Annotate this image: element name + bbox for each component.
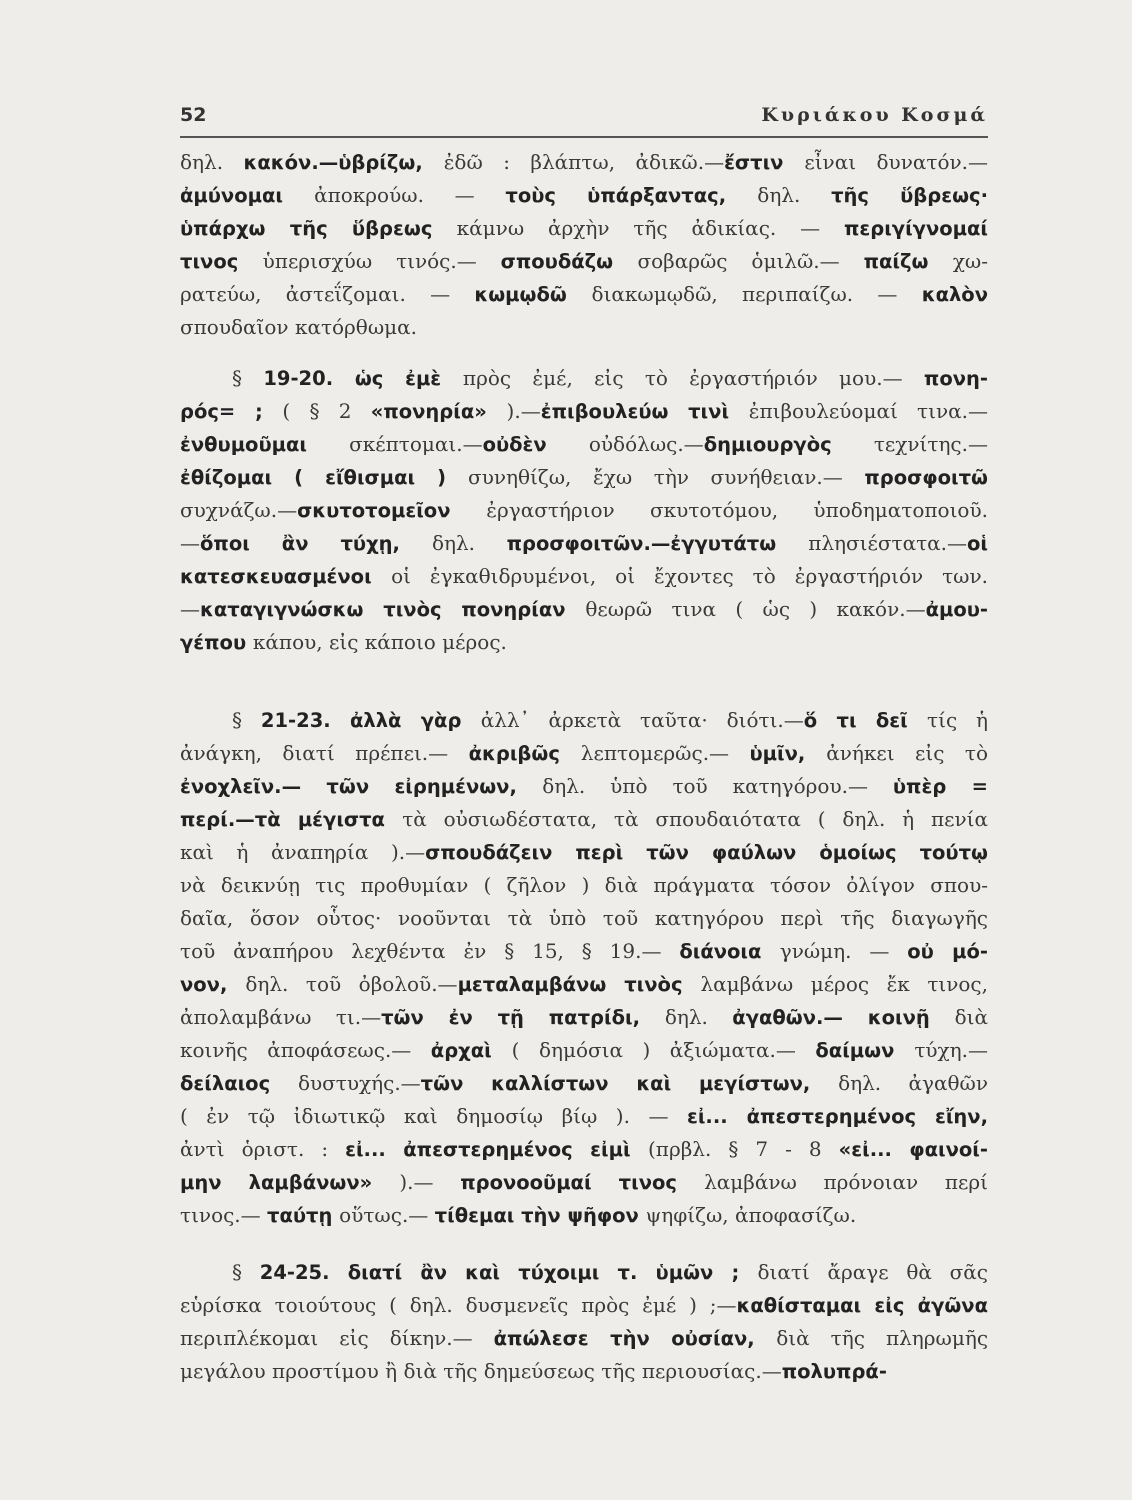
lemma-term: μην λαμβάνων» (180, 1171, 400, 1194)
gloss-text: τὰ οὐσιωδέστατα, τὰ σπουδαιότατα ( δηλ. ἡ πενία (402, 807, 988, 831)
gloss-text: — (180, 597, 200, 621)
lemma-term: ἔστιν (724, 151, 805, 174)
text-line (180, 245, 988, 278)
text-line (180, 395, 988, 428)
gloss-text: χω- (952, 249, 988, 273)
gloss-text: λαμβάνω πρόνοιαν περί (704, 1170, 988, 1194)
lemma-term: περιγίγνομαί (843, 217, 988, 240)
text-line (180, 593, 988, 626)
lemma-term: σπουδάζω (500, 250, 638, 273)
text-line (180, 494, 988, 527)
text-line (180, 626, 988, 659)
text-line (180, 1289, 988, 1322)
lemma-term: περί.—τὰ μέγιστα (180, 808, 403, 831)
gloss-text: τίς ἡ (927, 708, 989, 732)
gloss-text: ἐπιβουλεύομαί τινα.— (748, 399, 988, 423)
gloss-text: § (232, 1260, 260, 1284)
lemma-term: καλὸν (921, 283, 988, 306)
text-line (180, 704, 988, 737)
text-line (180, 935, 988, 968)
lemma-term: 24-25. διατί ἂν καὶ τύχοιμι τ. ὑμῶν ; (259, 1261, 758, 1284)
text-line (180, 212, 988, 245)
lemma-term: προσφοιτῶν.—ἐγγυτάτω (506, 532, 809, 555)
lemma-term: ἀμου- (925, 598, 988, 621)
gloss-text: κοινῆς ἀποφάσεως.— (180, 1038, 431, 1062)
lemma-term: διάνοια (679, 940, 780, 963)
text-line (180, 311, 988, 344)
text-line (180, 737, 988, 770)
gloss-text: δηλ. (757, 183, 832, 207)
gloss-text: νὰ δεικνύῃ τις προθυμίαν ( ζῆλον ) διὰ πράγματα τόσον ὀλίγον σπου- (180, 873, 988, 897)
gloss-text: δηλ. (180, 150, 244, 174)
lemma-term: ἀρχαὶ (430, 1039, 512, 1062)
gloss-text: ψηφίζω, ἀποφασίζω. (645, 1203, 857, 1227)
lemma-term: εἰ... ἀπεστερημένος εἴην, (686, 1105, 988, 1128)
lemma-term: οὐδὲν (482, 433, 589, 456)
lemma-term: 21-23. ἀλλὰ γὰρ (260, 709, 481, 732)
gloss-text: § (232, 708, 261, 732)
gloss-text: δηλ. (431, 531, 507, 555)
lemma-term: οἱ (967, 532, 988, 555)
gloss-text: δηλ. ὑπὸ τοῦ κατηγόρου.— (542, 774, 893, 798)
lemma-term: ἐπιβουλεύω τινὶ (540, 400, 749, 423)
gloss-text: δηλ. (664, 1005, 733, 1029)
gloss-text: — (180, 531, 200, 555)
lemma-term: πονη- (923, 367, 989, 390)
page-header (180, 100, 988, 138)
gloss-text: ( δημόσια ) ἀξιώματα.— (511, 1038, 816, 1062)
gloss-text: διακωμῳδῶ, περιπαίζω. — (591, 282, 922, 306)
gloss-text: συχνάζω.— (180, 498, 298, 522)
lemma-term: ἀμύνομαι (180, 184, 315, 207)
lemma-term: γέπου (180, 631, 253, 654)
section-paragraph (180, 1256, 988, 1388)
gloss-text: ἀνάγκη, διατί πρέπει.— (180, 741, 469, 765)
lemma-term: προνοοῦμαί τινος (460, 1171, 705, 1194)
page-number: 52 (180, 104, 207, 126)
gloss-text: γνώμη. — (779, 939, 908, 963)
lemma-term: τῶν ἐν τῇ πατρίδι, (381, 1006, 665, 1029)
lemma-term: ταύτῃ (267, 1204, 340, 1227)
gloss-text: περιπλέκομαι εἰς δίκην.— (180, 1326, 494, 1350)
text-line (180, 902, 988, 935)
gloss-text: ἀποκρούω. — (314, 183, 506, 207)
lemma-term: καθίσταμαι εἰς ἀγῶνα (736, 1294, 988, 1317)
gloss-text: εἶναι δυνατόν.— (804, 150, 988, 174)
running-head-author: Κυριάκου Κοσμά (761, 104, 988, 126)
gloss-text: ρατεύω, ἀστεΐζομαι. — (180, 282, 475, 306)
gloss-text: πρὸς ἐμέ, εἰς τὸ ἐργαστήριόν μου.— (462, 366, 924, 390)
text-line (180, 803, 988, 836)
text-line (180, 1001, 988, 1034)
lemma-term: 19-20. ὡς ἐμὲ (263, 367, 463, 390)
lemma-term: οὐ μό- (907, 940, 988, 963)
lemma-term: ὑπὲρ = (892, 775, 988, 798)
gloss-text: θεωρῶ τινα ( ὡς ) κακόν.— (585, 597, 926, 621)
text-line (180, 968, 988, 1001)
lemma-term: ἀπώλεσε τὴν οὐσίαν, (493, 1327, 777, 1350)
gloss-text: διατί ἄραγε θὰ σᾶς (757, 1260, 989, 1284)
lemma-term: «πονηρία» (370, 400, 507, 423)
gloss-text: μεγάλου προστίμου ἢ διὰ τῆς δημεύσεως τῆς περιουσίας.— (180, 1359, 782, 1383)
lemma-term: καταγιγνώσκω τινὸς πονηρίαν (200, 598, 586, 621)
gloss-text: οὕτως.— (339, 1203, 435, 1227)
gloss-text: πλησιέστατα.— (808, 531, 967, 555)
gloss-text: οὐδόλως.— (588, 432, 704, 456)
lemma-term: ἐθίζομαι ( εἴθισμαι ) (180, 466, 469, 489)
gloss-text: κάμνω ἀρχὴν τῆς ἀδικίας. — (456, 216, 844, 240)
lemma-term: ἀγαθῶν.— κοινῇ (732, 1006, 955, 1029)
lemma-term: τοὺς ὑπάρξαντας, (505, 184, 758, 207)
text-line (180, 1034, 988, 1067)
gloss-text: τεχνίτης.— (873, 432, 988, 456)
text-line (180, 278, 988, 311)
gloss-text: ἀντὶ ὁριστ. : (180, 1137, 346, 1161)
gloss-text: διὰ (954, 1005, 988, 1029)
text-line (180, 1067, 988, 1100)
lemma-term: ρός= ; (180, 400, 283, 423)
lemma-term: σκυτοτομεῖον (297, 499, 487, 522)
lemma-term: κατεσκευασμένοι (180, 565, 392, 588)
lemma-term: μεταλαμβάνω τινὸς (457, 973, 701, 996)
lemma-term: ὅ τι δεῖ (803, 709, 928, 732)
lemma-term: ἐνθυμοῦμαι (180, 433, 350, 456)
lemma-term: ἐνοχλεῖν.— τῶν εἰρημένων, (180, 775, 543, 798)
text-line (180, 146, 988, 179)
gloss-text: λεπτομερῶς.— (580, 741, 750, 765)
text-line (180, 1166, 988, 1199)
text-line (180, 1256, 988, 1289)
lemma-term: ὑμῖν, (749, 742, 827, 765)
text-line (180, 1133, 988, 1166)
lemma-term: τῶν καλλίστων καὶ μεγίστων, (420, 1072, 839, 1095)
gloss-text: λαμβάνω μέρος ἔκ τινος, (700, 972, 988, 996)
lemma-term: τίθεμαι τὴν ψῆφον (434, 1204, 646, 1227)
gloss-text: δηλ. ἀγαθῶν (838, 1071, 988, 1095)
gloss-text: σοβαρῶς ὁμιλῶ.— (637, 249, 864, 273)
gloss-text: διὰ τῆς πληρωμῆς (776, 1326, 989, 1350)
gloss-text: δηλ. τοῦ ὀβολοῦ.— (245, 972, 458, 996)
gloss-text: σπουδαῖον κατόρθωμα. (180, 315, 418, 339)
gloss-text: καὶ ἡ ἀναπηρία ).— (180, 840, 426, 864)
gloss-text: οἱ ἐγκαθιδρυμένοι, οἱ ἔχοντες τὸ ἐργαστήριόν των. (391, 564, 988, 588)
lemma-term: τῆς ὕβρεως· (831, 184, 988, 207)
gloss-text: δυστυχής.— (297, 1071, 421, 1095)
text-line (180, 1100, 988, 1133)
gloss-text: εὑρίσκα τοιούτους ( δηλ. δυσμενεῖς πρὸς ἐμέ ) ;— (180, 1293, 737, 1317)
text-line (180, 1199, 988, 1232)
lemma-term: προσφοιτῶ (864, 466, 988, 489)
gloss-text: ( ἐν τῷ ἰδιωτικῷ καὶ δημοσίῳ βίῳ ). — (180, 1104, 687, 1128)
text-line (180, 428, 988, 461)
lemma-term: δημιουργὸς (703, 433, 874, 456)
gloss-text: ἀπολαμβάνω τι.— (180, 1005, 382, 1029)
lemma-term: δαίμων (815, 1039, 915, 1062)
text-line (180, 527, 988, 560)
section-paragraph (180, 704, 988, 1232)
text-line (180, 461, 988, 494)
text-line (180, 1322, 988, 1355)
lemma-term: ἀκριβῶς (468, 742, 581, 765)
text-line (180, 1355, 988, 1388)
gloss-text: τοῦ ἀναπήρου λεχθέντα ἐν § 15, § 19.— (180, 939, 680, 963)
lemma-term: ὅποι ἂν τύχῃ, (200, 532, 432, 555)
lemma-term: εἰ... ἀπεστερημένος εἰμὶ (345, 1138, 648, 1161)
section-paragraph (180, 362, 988, 659)
text-line (180, 836, 988, 869)
lemma-term: κακόν.—ὑβρίζω, (243, 151, 444, 174)
gloss-text: σκέπτομαι.— (349, 432, 483, 456)
lemma-term: τινος (180, 250, 263, 273)
gloss-text: ἐργαστήριον σκυτοτόμου, ὑποδηματοποιοῦ. (486, 498, 988, 522)
gloss-text: συνηθίζω, ἔχω τὴν συνήθειαν.— (468, 465, 865, 489)
lemma-term: παίζω (863, 250, 953, 273)
lemma-term: κωμῳδῶ (474, 283, 592, 306)
text-line (180, 179, 988, 212)
gloss-text: ἐδῶ : βλάπτω, ἀδικῶ.— (443, 150, 725, 174)
lemma-term: πολυπρά- (781, 1360, 887, 1383)
paragraph (180, 146, 988, 344)
lemma-term: νον, (180, 973, 246, 996)
gloss-text: τινος.— (180, 1203, 268, 1227)
lemma-term: «εἰ... φαινοί- (838, 1138, 988, 1161)
gloss-text: § (232, 366, 264, 390)
gloss-text: τύχη.— (914, 1038, 988, 1062)
gloss-text: ἀνήκει εἰς τὸ (826, 741, 988, 765)
gloss-text: (πρβλ. § 7 - 8 (648, 1137, 839, 1161)
text-line (180, 770, 988, 803)
gloss-text: δαῖα, ὅσον οὗτος· νοοῦνται τὰ ὑπὸ τοῦ κατηγόρου περὶ τῆς διαγωγῆς (180, 906, 988, 930)
lemma-term: δείλαιος (180, 1072, 298, 1095)
gloss-text: ἀλλ᾽ ἀρκετὰ ταῦτα· διότι.— (480, 708, 804, 732)
gloss-text: ( § 2 (282, 399, 371, 423)
gloss-text: ).— (506, 399, 541, 423)
lemma-term: σπουδάζειν περὶ τῶν φαύλων ὁμοίως τούτῳ (425, 841, 988, 864)
gloss-text: ὑπερισχύω τινός.— (262, 249, 501, 273)
text-line (180, 362, 988, 395)
text-line (180, 560, 988, 593)
text-line (180, 869, 988, 902)
gloss-text: ).— (399, 1170, 461, 1194)
lemma-term: ὑπάρχω τῆς ὕβρεως (180, 217, 457, 240)
gloss-text: κάπου, εἰς κάποιο μέρος. (252, 630, 507, 654)
